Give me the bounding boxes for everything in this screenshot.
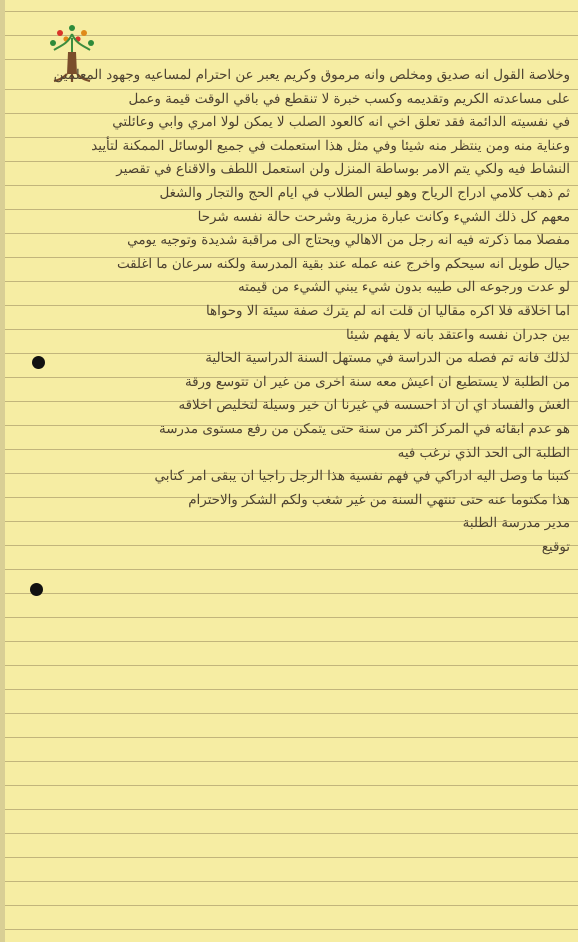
punch-hole — [30, 583, 43, 596]
letter-body — [10, 64, 570, 559]
text-line: بين جدران نفسه واعتقد بانه لا يفهم شيئا — [345, 327, 570, 343]
text-line: لو عدت ورجوعه الى طيبه بدون شيء يبني الشيء من قيمته — [237, 280, 570, 296]
text-line: وخلاصة القول انه صديق ومخلص وانه مرموق وكريم يعبر عن احترام لمساعيه وجهود المعلمين — [53, 68, 570, 83]
text-line: وعناية منه ومن ينتظر منه شيئا وفي مثل هذا استعملت في جميع الوسائل الممكنة لتأييد — [91, 138, 570, 154]
text-line: معهم كل ذلك الشيء وكانت عبارة مزرية وشرحت حالة نفسه شرحا — [197, 209, 570, 225]
text-line: الطلبة الى الحد الذي نرغب فيه — [397, 445, 570, 461]
text-line: هذا مكتوما عنه حتى تنتهي السنة من غير شغب ولكم الشكر والاحترام — [188, 492, 570, 508]
paper-edge — [0, 0, 5, 942]
text-line: هو عدم ابقائه في المركز اكثر من سنة حتى يتمكن من رفع مستوى مدرسة — [159, 421, 570, 437]
text-line: لذلك فانه تم فصله من الدراسة في مستهل السنة الدراسية الحالية — [205, 351, 570, 367]
text-line: حيال طويل انه سيحكم واخرج عنه عمله عند بقية المدرسة ولكنه سرعان ما اغلقت — [116, 256, 570, 272]
text-line: الغش والفساد اي ان اذ احسسه في غيرنا ان خير وسيلة لتخليص اخلاقه — [178, 398, 570, 414]
text-line: من الطلبة لا يستطيع ان اعيش معه سنة اخرى من غير ان تتوسع ورقة — [184, 374, 570, 390]
text-line: ثم ذهب كلامي ادراج الرياح وهو ليس الطلاب في ايام الحج والتجار والشغل — [159, 185, 570, 201]
punch-hole — [32, 356, 45, 369]
text-line: اما اخلاقه فلا اكره مقاليا ان قلت انه لم يترك صفة سيئة الا وحواها — [205, 303, 570, 319]
text-line: النشاط فيه ولكي يتم الامر بوساطة المنزل ولن استعمل اللطف والاقناع في تقصير — [116, 162, 570, 178]
signature: توقيع — [541, 539, 570, 555]
text-line: مفصلا مما ذكرته فيه انه رجل من الاهالي ويحتاج الى مراقبة شديدة وتوجيه يومي — [127, 233, 570, 249]
text-line: في نفسيته الدائمة فقد تعلق اخي انه كالعود الصلب لا يمكن لولا امري وابي وعائلتي — [112, 115, 570, 131]
signature-title: مدير مدرسة الطلبة — [462, 516, 570, 532]
text-line: كتبنا ما وصل اليه ادراكي في فهم نفسية هذا الرجل راجيا ان يبقى امر كتابي — [154, 469, 570, 485]
text-line: على مساعدته الكريم وتقديمه وكسب خبرة لا تنقطع في باقي الوقت قيمة وعمل — [128, 91, 570, 107]
